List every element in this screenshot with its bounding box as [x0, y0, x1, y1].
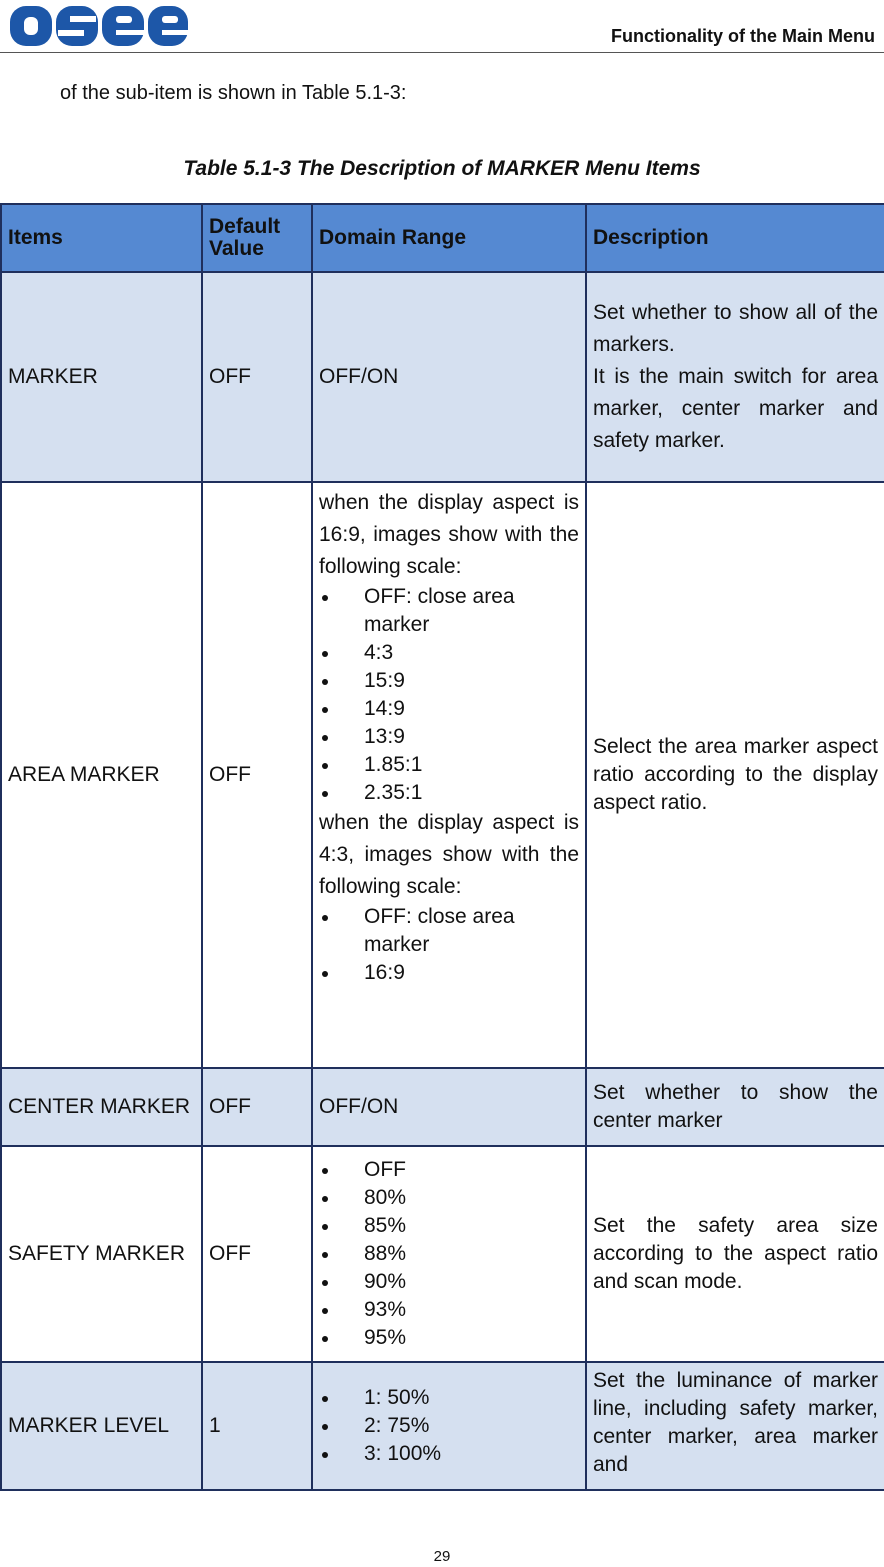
- domain-options-list: [319, 1384, 579, 1468]
- list-item: 2: 75%: [319, 1412, 579, 1440]
- default-cell: OFF: [202, 1068, 312, 1146]
- header-rule: [0, 52, 884, 53]
- item-cell: MARKER LEVEL: [1, 1362, 202, 1490]
- list-item: 1: 50%: [319, 1384, 579, 1412]
- list-item: OFF: [319, 1156, 579, 1184]
- running-head: Functionality of the Main Menu: [611, 26, 875, 46]
- description-line: It is the main switch for area marker, center marker and safety marker.: [593, 365, 878, 452]
- table-row: [1, 1362, 884, 1490]
- table-header-row: [1, 204, 884, 272]
- list-item: OFF: close area marker: [319, 583, 579, 639]
- table-row: [1, 482, 884, 1068]
- header-domain-range: Domain Range: [312, 204, 586, 272]
- header-description: Description: [586, 204, 884, 272]
- description-cell: [586, 272, 884, 482]
- list-item: 95%: [319, 1324, 579, 1352]
- domain-cell: [312, 1362, 586, 1490]
- domain-cell: [312, 1146, 586, 1362]
- default-cell: OFF: [202, 1146, 312, 1362]
- list-item: 90%: [319, 1268, 579, 1296]
- item-cell: AREA MARKER: [1, 482, 202, 1068]
- description-line: Set whether to show all of the markers.: [593, 301, 878, 356]
- intro-text: of the sub-item is shown in Table 5.1-3:: [60, 82, 407, 104]
- item-cell: SAFETY MARKER: [1, 1146, 202, 1362]
- table-row: [1, 1146, 884, 1362]
- header-default-value: Default Value: [202, 204, 312, 272]
- list-item: 16:9: [319, 959, 579, 987]
- header-items: Items: [1, 204, 202, 272]
- page-number: 29: [433, 1548, 451, 1565]
- list-item: 93%: [319, 1296, 579, 1324]
- description-cell: Set whether to show the center marker: [586, 1068, 884, 1146]
- default-cell: OFF: [202, 482, 312, 1068]
- marker-menu-table: [0, 203, 884, 1491]
- table-row: [1, 1068, 884, 1146]
- table-row: [1, 272, 884, 482]
- list-item: 3: 100%: [319, 1440, 579, 1468]
- list-item: 15:9: [319, 667, 579, 695]
- domain-options-list: [319, 1156, 579, 1352]
- list-item: 13:9: [319, 723, 579, 751]
- domain-intro: when the display aspect is 4:3, images show with the following scale:: [319, 811, 579, 898]
- default-cell: 1: [202, 1362, 312, 1490]
- domain-cell: [312, 482, 586, 1068]
- table-caption: Table 5.1-3 The Description of MARKER Menu Items: [183, 157, 701, 180]
- domain-intro: when the display aspect is 16:9, images show with the following scale:: [319, 491, 579, 578]
- item-cell: CENTER MARKER: [1, 1068, 202, 1146]
- list-item: 88%: [319, 1240, 579, 1268]
- list-item: 80%: [319, 1184, 579, 1212]
- description-cell: Select the area marker aspect ratio according to the display aspect ratio.: [586, 482, 884, 1068]
- osee-logo: [8, 4, 190, 48]
- list-item: 4:3: [319, 639, 579, 667]
- item-cell: MARKER: [1, 272, 202, 482]
- logo-text: osee: [99, 34, 102, 35]
- domain-cell: OFF/ON: [312, 1068, 586, 1146]
- domain-cell: OFF/ON: [312, 272, 586, 482]
- list-item: 2.35:1: [319, 779, 579, 807]
- list-item: 85%: [319, 1212, 579, 1240]
- list-item: 14:9: [319, 695, 579, 723]
- domain-options-list: [319, 583, 579, 807]
- list-item: OFF: close area marker: [319, 903, 579, 959]
- list-item: 1.85:1: [319, 751, 579, 779]
- default-cell: OFF: [202, 272, 312, 482]
- domain-options-list: [319, 903, 579, 987]
- description-cell: Set the safety area size according to the aspect ratio and scan mode.: [586, 1146, 884, 1362]
- description-cell: Set the luminance of marker line, including safety marker, center marker, area marker and: [586, 1362, 884, 1490]
